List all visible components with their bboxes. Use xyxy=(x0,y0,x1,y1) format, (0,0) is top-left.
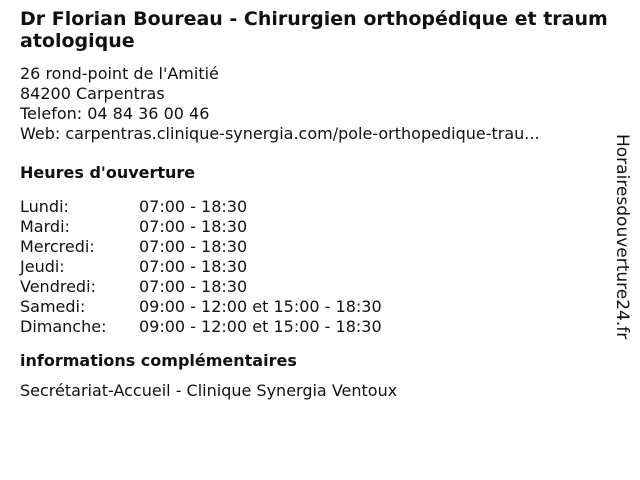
hours-day: Vendredi: xyxy=(20,277,96,296)
hours-time: 09:00 - 12:00 et 15:00 - 18:30 xyxy=(139,297,382,316)
address-street: 26 rond-point de l'Amitié xyxy=(20,64,219,83)
hours-time: 07:00 - 18:30 xyxy=(139,257,248,276)
hours-table xyxy=(20,197,610,337)
hours-time: 07:00 - 18:30 xyxy=(139,277,248,296)
hours-time: 09:00 - 12:00 et 15:00 - 18:30 xyxy=(139,317,382,336)
hours-time: 07:00 - 18:30 xyxy=(139,197,248,216)
site-watermark: Horairesdouverture24.fr xyxy=(612,134,632,340)
hours-row-dimanche xyxy=(20,317,610,337)
hours-row-samedi xyxy=(20,297,610,317)
address-city: 84200 Carpentras xyxy=(20,84,165,103)
business-card xyxy=(20,8,610,401)
hours-row-mercredi xyxy=(20,237,610,257)
phone-line: Telefon: 04 84 36 00 46 xyxy=(20,104,210,123)
hours-heading: Heures d'ouverture xyxy=(20,163,196,182)
hours-row-vendredi xyxy=(20,277,610,297)
info-heading: informations complémentaires xyxy=(20,351,297,370)
hours-day: Mardi: xyxy=(20,217,70,236)
website-line[interactable]: Web: carpentras.clinique-synergia.com/pole-orthopedique-trau... xyxy=(20,124,540,143)
hours-time: 07:00 - 18:30 xyxy=(139,217,248,236)
hours-day: Mercredi: xyxy=(20,237,95,256)
hours-row-jeudi xyxy=(20,257,610,277)
hours-row-mardi xyxy=(20,217,610,237)
hours-day: Samedi: xyxy=(20,297,86,316)
address-block xyxy=(20,64,610,144)
info-text: Secrétariat-Accueil - Clinique Synergia Ventoux xyxy=(20,381,398,400)
hours-time: 07:00 - 18:30 xyxy=(139,237,248,256)
hours-day: Dimanche: xyxy=(20,317,107,336)
hours-day: Jeudi: xyxy=(20,257,65,276)
page-title: Dr Florian Boureau - Chirurgien orthopédique et traumatologique xyxy=(20,8,608,52)
hours-day: Lundi: xyxy=(20,197,69,216)
hours-row-lundi xyxy=(20,197,610,217)
